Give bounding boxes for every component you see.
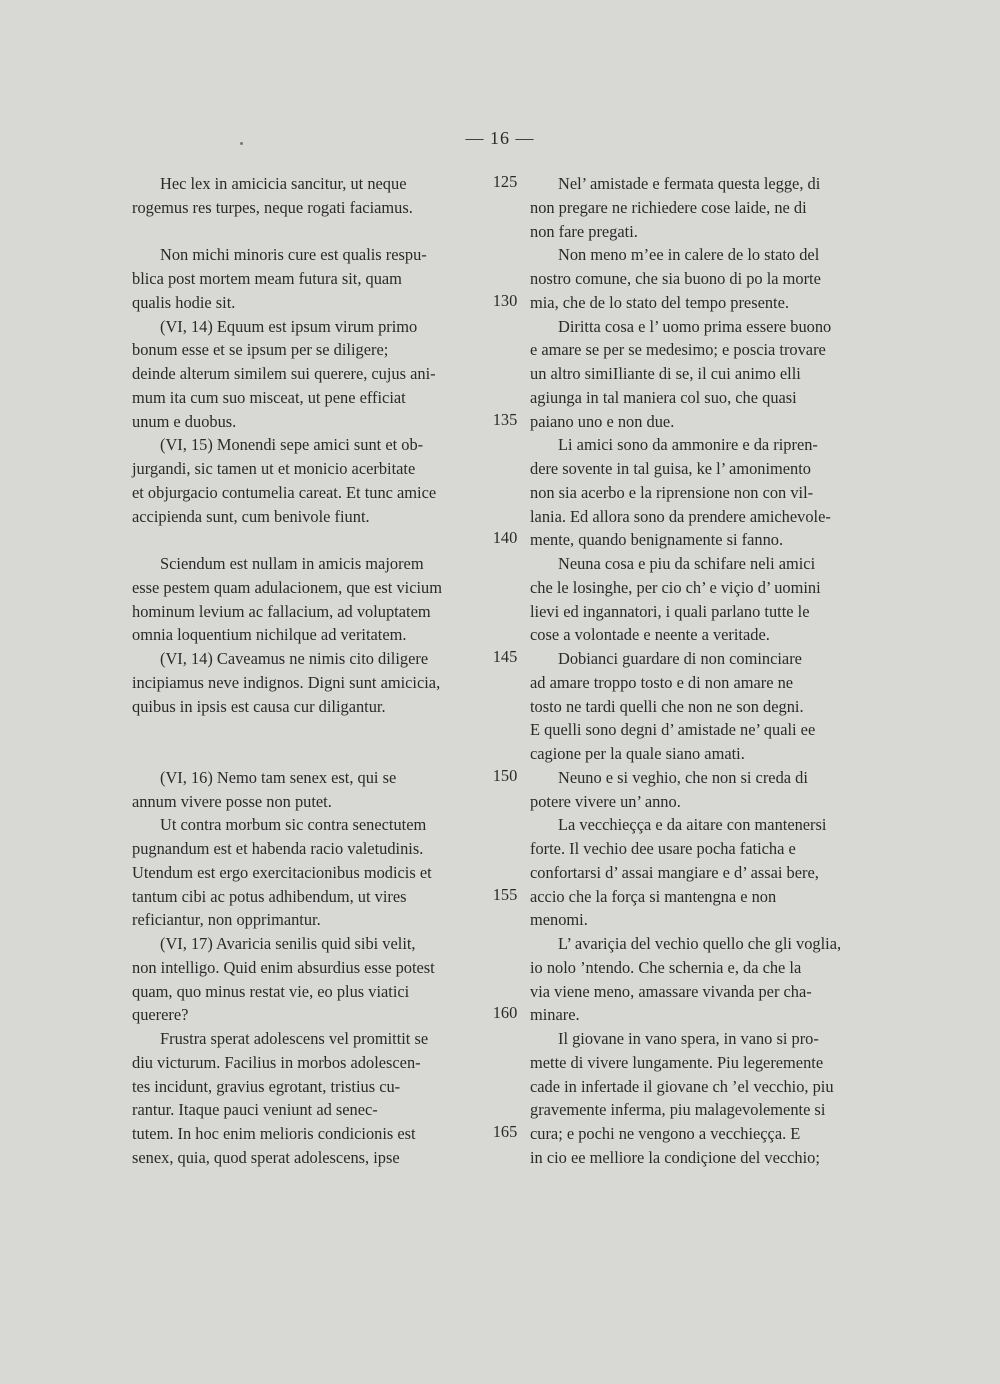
text-line: querere? bbox=[132, 1005, 189, 1025]
text-line: Il giovane in vano spera, in vano si pro- bbox=[558, 1029, 819, 1048]
line-number: 130 bbox=[492, 290, 518, 310]
line-number: 160 bbox=[492, 1003, 518, 1023]
paragraph bbox=[132, 932, 482, 1027]
paragraph bbox=[132, 647, 482, 718]
text-line: jurgandi, sic tamen ut et monicio acerbitate bbox=[132, 459, 416, 478]
text-line: menomi. bbox=[530, 910, 588, 930]
text-line: Li amici sono da ammonire e da ripren- bbox=[558, 435, 818, 455]
paragraph bbox=[132, 552, 482, 647]
paragraph bbox=[530, 647, 878, 766]
text-line: tantum cibi ac potus adhibendum, ut vires bbox=[132, 886, 407, 906]
paragraph bbox=[530, 813, 878, 932]
text-line: cagione per la quale siano amati. bbox=[530, 744, 745, 763]
paragraph bbox=[132, 813, 482, 932]
text-line: rantur. Itaque pauci veniunt ad senec- bbox=[132, 1100, 378, 1120]
paragraph bbox=[530, 172, 878, 243]
paragraph bbox=[132, 243, 482, 314]
text-line: non sia acerbo e la riprensione non con vil- bbox=[530, 482, 814, 502]
text-line: mente, quando benignamente si fanno. bbox=[530, 530, 784, 550]
text-line: pugnandum est et habenda racio valetudinis. bbox=[132, 839, 424, 858]
text-line: Neuno e si veghio, che non si creda di bbox=[558, 767, 808, 787]
text-line: mia, che de lo stato del tempo presente. bbox=[530, 292, 789, 312]
text-line: mum ita cum suo misceat, ut pene efficiat bbox=[132, 387, 406, 407]
paragraph bbox=[132, 433, 482, 528]
text-line: hominum levium ac fallacium, ad voluptatem bbox=[132, 601, 431, 621]
latin-column bbox=[132, 172, 482, 1170]
text-line: senex, quia, quod sperat adolescens, ipse bbox=[132, 1147, 400, 1167]
text-line: cade in infertade il giovane ch ’el vecchio, piu bbox=[530, 1076, 834, 1096]
text-line: Sciendum est nullam in amicis majorem bbox=[160, 554, 424, 573]
text-line: dere sovente in tal guisa, ke l’ amonimento bbox=[530, 459, 811, 478]
text-line: blica post mortem meam futura sit, quam bbox=[132, 269, 402, 288]
text-line: potere vivere un’ anno. bbox=[530, 791, 681, 811]
text-line: Dobianci guardare di non cominciare bbox=[558, 649, 802, 668]
text-line: qualis hodie sit. bbox=[132, 292, 236, 312]
text-line: un altro simiIliante di se, il cui animo elli bbox=[530, 364, 801, 383]
text-line: non pregare ne richiedere cose laide, ne di bbox=[530, 197, 807, 217]
italian-column bbox=[530, 172, 878, 1170]
text-line: diu victurum. Facilius in morbos adolescen- bbox=[132, 1052, 421, 1072]
text-line: Non michi minoris cure est qualis respu- bbox=[160, 245, 427, 265]
text-line: quam, quo minus restat vie, eo plus viatici bbox=[132, 981, 410, 1001]
text-line: e amare se per se medesimo; e poscia trovare bbox=[530, 340, 826, 360]
text-line: rogemus res turpes, neque rogati faciamus. bbox=[132, 197, 413, 217]
text-line: (VI, 16) Nemo tam senex est, qui se bbox=[160, 767, 397, 787]
line-number: 155 bbox=[492, 884, 518, 904]
text-line: forte. Il vechio dee usare pocha faticha e bbox=[530, 839, 796, 858]
text-line: Non meno m’ee in calere de lo stato del bbox=[558, 245, 820, 265]
line-number: 140 bbox=[492, 528, 518, 548]
text-line: (VI, 15) Monendi sepe amici sunt et ob- bbox=[160, 435, 424, 455]
text-line: et objurgacio contumelia careat. Et tunc amice bbox=[132, 482, 437, 502]
line-number: 165 bbox=[492, 1122, 518, 1141]
text-line: L’ avariçia del vechio quello che gli voglia, bbox=[558, 934, 842, 953]
text-line: E quelli sono degni d’ amistade ne’ quali ee bbox=[530, 720, 816, 740]
text-line: (VI, 14) Equum est ipsum virum primo bbox=[160, 316, 418, 336]
paragraph bbox=[530, 932, 878, 1027]
text-line: tutem. In hoc enim melioris condicionis est bbox=[132, 1124, 416, 1143]
text-line: minare. bbox=[530, 1005, 580, 1025]
text-line: deinde alterum similem sui querere, cujus ani- bbox=[132, 364, 436, 383]
paragraph bbox=[530, 243, 878, 314]
text-line: che le losinghe, per cio ch’ e viçio d’ uomini bbox=[530, 577, 821, 597]
text-line: Diritta cosa e l’ uomo prima essere buono bbox=[558, 316, 832, 336]
paragraph bbox=[132, 315, 482, 434]
text-line: cose a volontade e neente a veritade. bbox=[530, 625, 770, 645]
text-line: (VI, 14) Caveamus ne nimis cito diligere bbox=[160, 649, 429, 668]
text-line: tosto ne tardi quelli che non ne son degni. bbox=[530, 696, 804, 716]
text-line: tes incidunt, gravius egrotant, tristius cu- bbox=[132, 1076, 401, 1096]
line-number: 150 bbox=[492, 765, 518, 785]
text-line: lania. Ed allora sono da prendere amichevole- bbox=[530, 506, 831, 526]
paragraph bbox=[530, 552, 878, 647]
paragraph bbox=[132, 766, 482, 814]
text-line: Hec lex in amicicia sancitur, ut neque bbox=[160, 174, 407, 193]
text-line: cura; e pochi ne vengono a vecchieçça. E bbox=[530, 1124, 801, 1143]
text-line: esse pestem quam adulacionem, que est vicium bbox=[132, 577, 442, 597]
paragraph bbox=[132, 172, 482, 220]
text-line: non intelligo. Quid enim absurdius esse potest bbox=[132, 957, 435, 977]
line-number: 135 bbox=[492, 409, 518, 429]
text-line: omnia loquentium nichilque ad veritatem. bbox=[132, 625, 407, 645]
text-line: accio che la força si mantengna e non bbox=[530, 886, 777, 906]
text-line: (VI, 17) Avaricia senilis quid sibi velit, bbox=[160, 934, 416, 953]
text-line: agiunga in tal maniera col suo, che quasi bbox=[530, 387, 797, 407]
text-line: Utendum est ergo exercitacionibus modicis et bbox=[132, 862, 432, 882]
paragraph bbox=[530, 1027, 878, 1170]
text-line: confortarsi d’ assai mangiare e d’ assai bere, bbox=[530, 862, 819, 882]
text-line: La vecchieçça e da aitare con mantenersi bbox=[558, 815, 827, 835]
text-line: Frustra sperat adolescens vel promittit se bbox=[160, 1029, 429, 1048]
text-line: Neuna cosa e piu da schifare neli amici bbox=[558, 554, 816, 573]
text-line: ad amare troppo tosto e di non amare ne bbox=[530, 672, 794, 692]
text-line: non fare pregati. bbox=[530, 221, 638, 241]
text-line: incipiamus neve indignos. Digni sunt amicicia, bbox=[132, 672, 441, 692]
text-line: unum e duobus. bbox=[132, 411, 237, 431]
text-line: io nolo ’ntendo. Che schernia e, da che la bbox=[530, 957, 802, 977]
paragraph bbox=[530, 315, 878, 434]
line-number: 125 bbox=[492, 172, 518, 191]
text-line: gravemente inferma, piu malagevolemente si bbox=[530, 1100, 826, 1120]
text-line: paiano uno e non due. bbox=[530, 411, 675, 431]
text-line: nostro comune, che sia buono di po la morte bbox=[530, 269, 821, 288]
text-line: lievi ed ingannatori, i quali parlano tutte le bbox=[530, 601, 810, 621]
paragraph bbox=[530, 766, 878, 814]
text-line: via viene meno, amassare vivanda per cha- bbox=[530, 981, 812, 1001]
text-line: accipienda sunt, cum benivole fiunt. bbox=[132, 506, 370, 526]
text-line: reficiantur, non opprimantur. bbox=[132, 910, 321, 930]
text-line: quibus in ipsis est causa cur diligantur. bbox=[132, 696, 386, 716]
paragraph bbox=[530, 433, 878, 552]
text-line: annum vivere posse non putet. bbox=[132, 791, 332, 811]
paragraph bbox=[132, 1027, 482, 1170]
text-line: bonum esse et se ipsum per se diligere; bbox=[132, 340, 389, 360]
page-number: — 16 — bbox=[465, 128, 535, 148]
line-number: 145 bbox=[492, 647, 518, 666]
text-line: in cio ee melliore la condiçione del vecchio; bbox=[530, 1147, 820, 1167]
text-line: Nel’ amistade e fermata questa legge, di bbox=[558, 174, 821, 193]
text-line: Ut contra morbum sic contra senectutem bbox=[160, 815, 427, 835]
text-line: mette di vivere lungamente. Piu legeremente bbox=[530, 1052, 824, 1072]
